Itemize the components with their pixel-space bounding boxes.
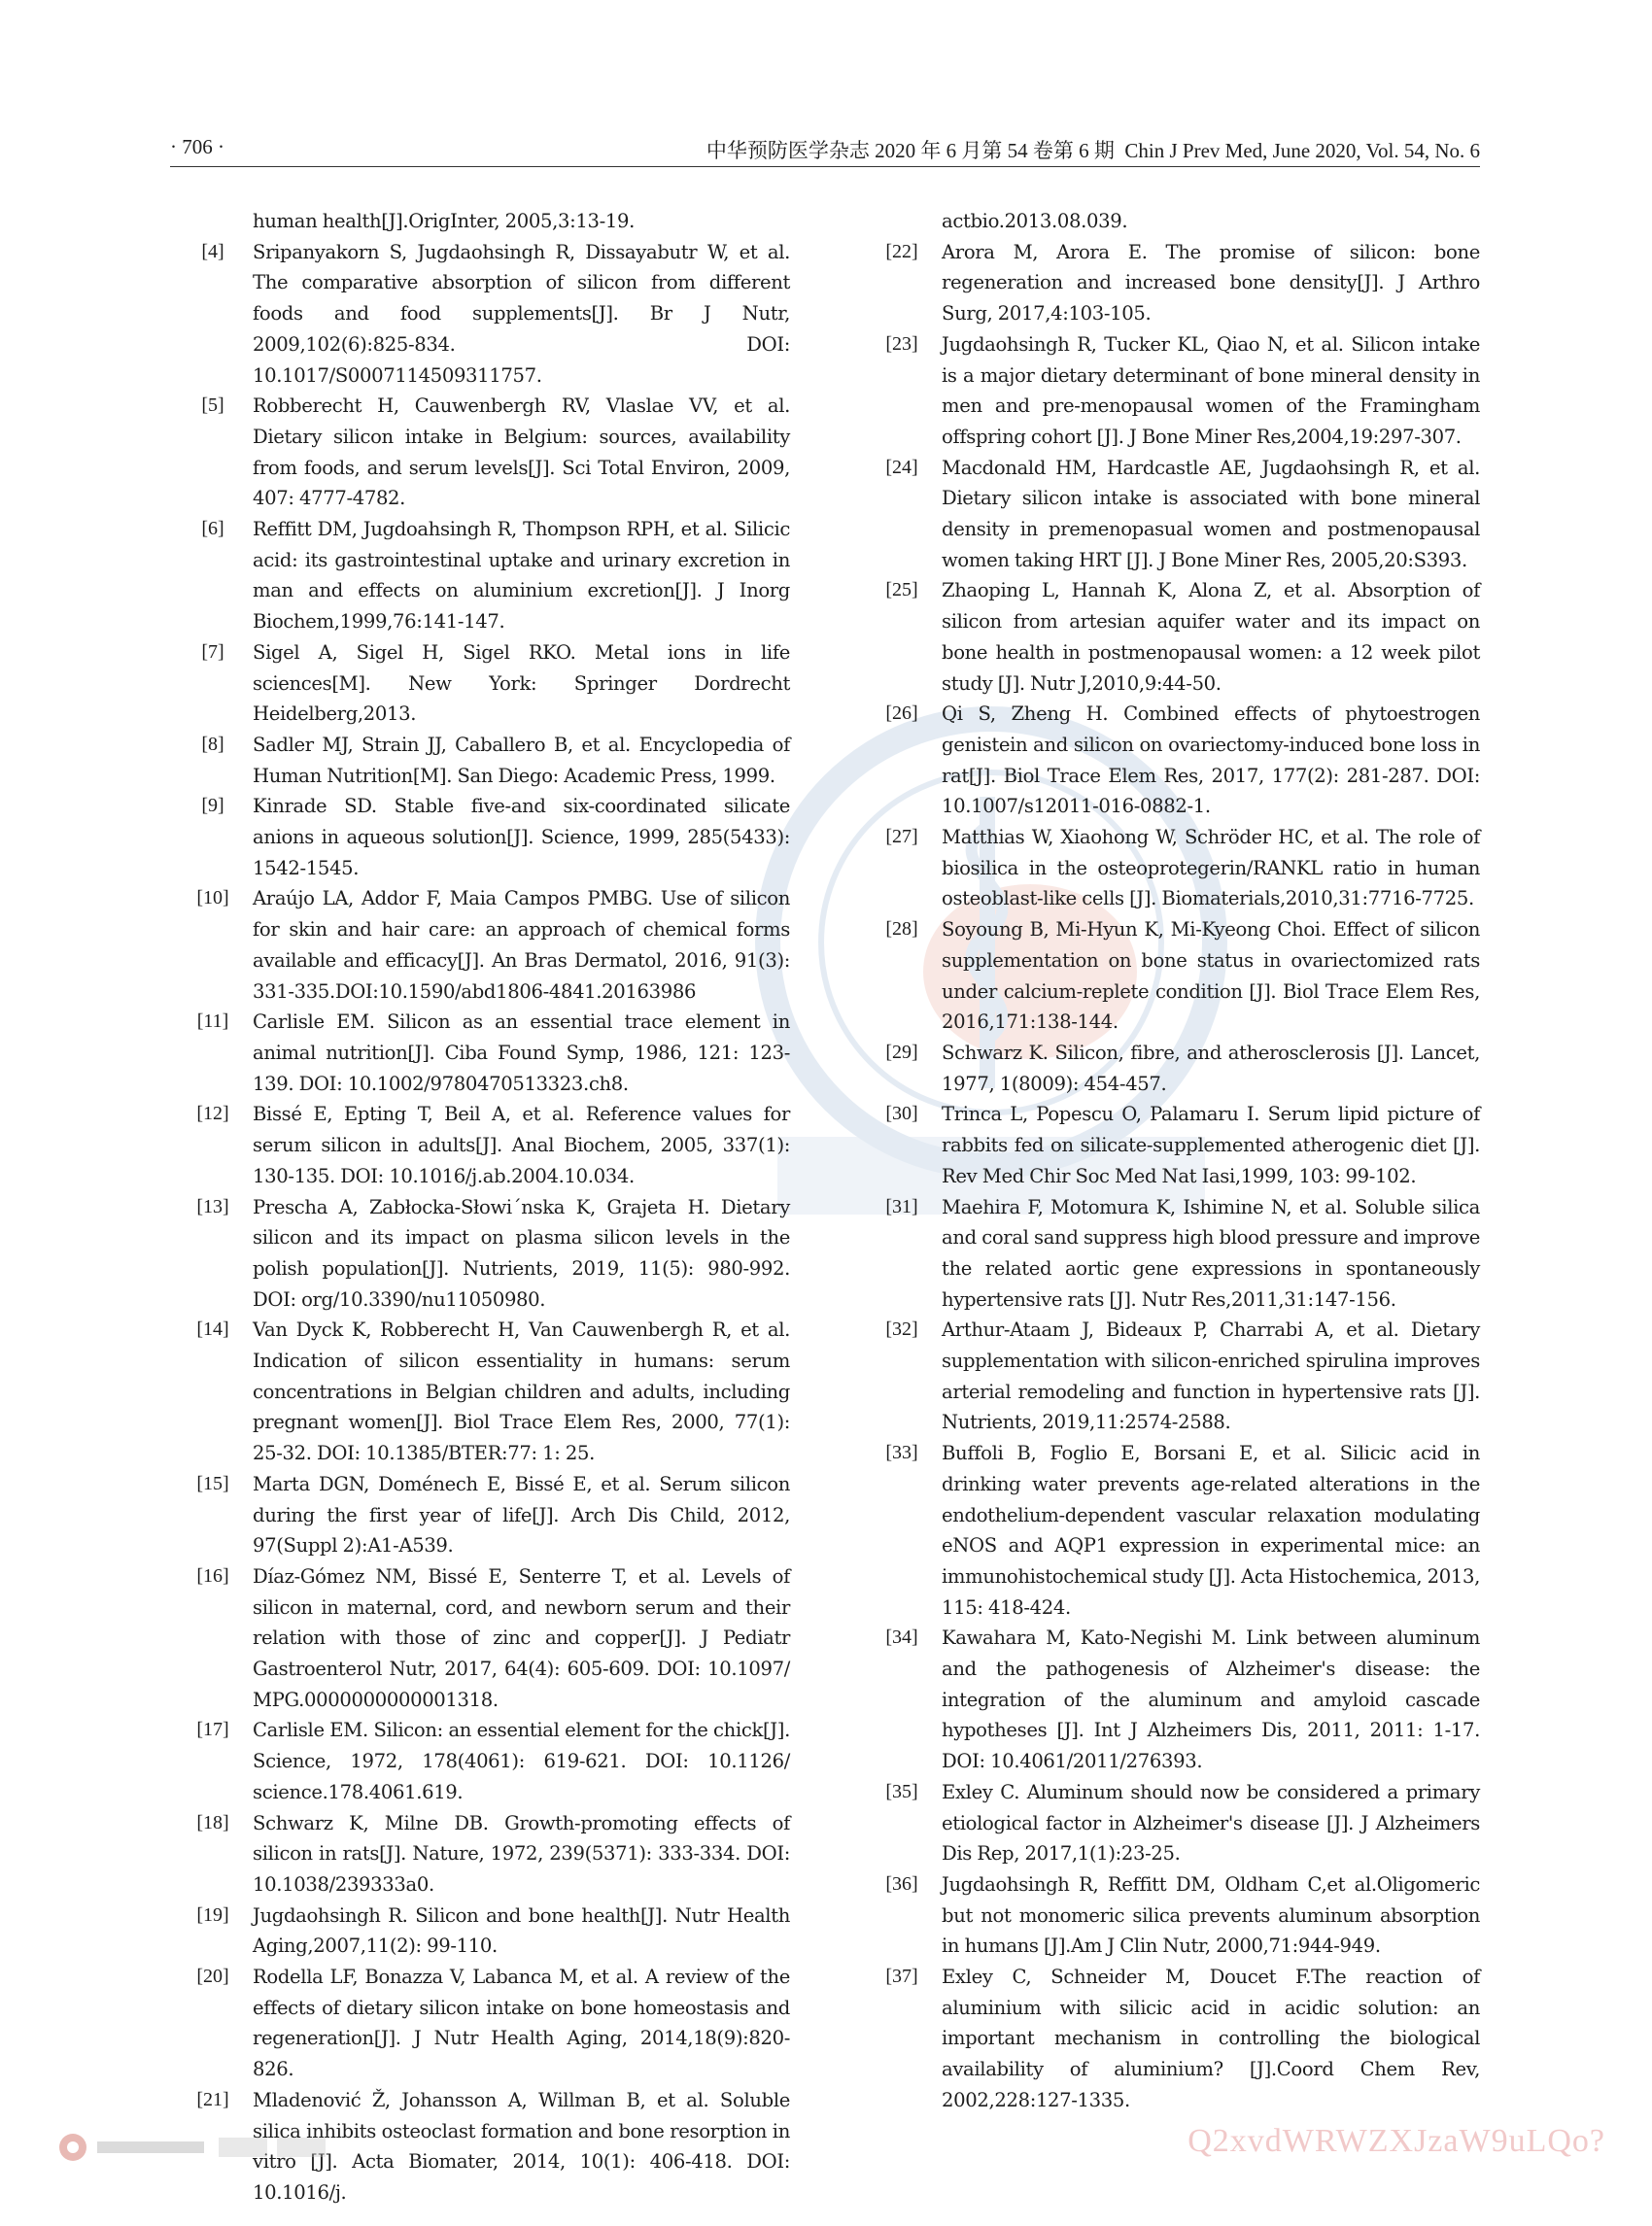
journal-name-cn: 中华预防医学杂志 2020 年 6 月第 54 卷第 6 期 <box>706 139 1115 162</box>
reference-entry <box>253 206 790 237</box>
reference-text: Marta DGN, Doménech E, Bissé E, et al. Serum silicon during the first year of life[J]. Arch Dis Child, 2012, 97(Suppl 2):A1-A539. <box>253 1472 790 1558</box>
reference-number: [18] <box>196 1811 229 1833</box>
reference-text: Carlisle EM. Silicon as an essential trace element in animal nutrition[J]. Ciba Found Symp, 1986, 121: 123-139. DOI: 10.1002/9780470513323.ch8. <box>253 1010 790 1095</box>
reference-entry <box>942 206 1480 237</box>
reference-entry <box>885 1038 1480 1099</box>
reference-text: Soyoung B, Mi-Hyun K, Mi-Kyeong Choi. Effect of silicon supplementation on bone status in ovariectomized rats under calcium-replete condition [J]. Biol Trace Elem Res, 2016,171:138-144. <box>942 918 1480 1034</box>
journal-citation <box>706 135 1480 164</box>
reference-entry <box>201 730 790 791</box>
reference-entry <box>885 1438 1480 1623</box>
reference-number: [15] <box>196 1472 229 1494</box>
reference-number: [6] <box>201 518 224 540</box>
reference-number: [22] <box>885 240 918 262</box>
page-number: · 706 · <box>170 135 224 158</box>
reference-number: [24] <box>885 456 918 478</box>
reference-entry <box>885 1962 1480 2116</box>
reference-entry <box>196 1901 790 1962</box>
reference-number: [36] <box>885 1872 918 1895</box>
reference-entry <box>196 1192 790 1316</box>
reference-number: [10] <box>196 887 229 909</box>
reference-entry <box>196 1007 790 1099</box>
reference-number: [16] <box>196 1564 229 1587</box>
reference-number: [25] <box>885 579 918 601</box>
reference-entry <box>196 1315 790 1469</box>
reference-text: Sripanyakorn S, Jugdaohsingh R, Dissayabutr W, et al. The comparative absorption of silicon from different foods and food supplements[J]. Br J Nutr, 2009,102(6):825-834. DOI: 10.1017/S0007114509311757. <box>253 240 790 387</box>
reference-text: actbio.2013.08.039. <box>942 210 1128 232</box>
journal-name-en: Chin J Prev Med, June 2020, Vol. 54, No. 6 <box>1124 139 1480 162</box>
reference-number: [14] <box>196 1318 229 1341</box>
reference-entry <box>885 1623 1480 1777</box>
reference-entry <box>885 237 1480 329</box>
reference-entry <box>196 1715 790 1807</box>
reference-text: Kinrade SD. Stable five-and six-coordinated silicate anions in aqueous solution[J]. Science, 1999, 285(5433): 1542-1545. <box>253 795 790 879</box>
reference-number: [35] <box>885 1780 918 1802</box>
reference-number: [30] <box>885 1103 918 1125</box>
reference-text: Matthias W, Xiaohong W, Schröder HC, et al. The role of biosilica in the osteoprotegerin/RANKL ratio in human osteoblast-like cells [J]. Biomaterials,2010,31:7716-7725. <box>942 826 1480 910</box>
reference-text: Sadler MJ, Strain JJ, Caballero B, et al. Encyclopedia of Human Nutrition[M]. San Diego: Academic Press, 1999. <box>253 733 790 787</box>
reference-number: [9] <box>201 795 224 817</box>
reference-entry <box>885 822 1480 914</box>
reference-entry <box>201 391 790 514</box>
reference-entry <box>885 914 1480 1038</box>
reference-number: [32] <box>885 1318 918 1341</box>
reference-entry <box>885 1192 1480 1316</box>
reference-number: [4] <box>201 240 224 262</box>
reference-text: Araújo LA, Addor F, Maia Campos PMBG. Use of silicon for skin and hair care: an approach of chemical forms available and efficacy[J]. An Bras Dermatol, 2016, 91(3): 331-335.DOI:10.1590/abd1806-4841.20163986 <box>253 887 790 1003</box>
reference-entry <box>885 1869 1480 1962</box>
reference-entry <box>885 1099 1480 1191</box>
reference-text: Jugdaohsingh R, Reffitt DM, Oldham C,et al.Oligomeric but not monomeric silica prevents aluminum absorption in humans [J].Am J Clin Nutr, 2000,71:944-949. <box>942 1872 1480 1958</box>
reference-text: Robberecht H, Cauwenbergh RV, Vlaslae VV, et al. Dietary silicon intake in Belgium: sources, availability from foods, and serum levels[J]. Sci Total Environ, 2009, 407: 4777-4782. <box>253 394 790 510</box>
reference-entry <box>885 453 1480 576</box>
reference-entry <box>201 514 790 637</box>
reference-number: [17] <box>196 1719 229 1741</box>
reference-text: Buffoli B, Foglio E, Borsani E, et al. Silicic acid in drinking water prevents age-related alterations in the endothelium-dependent vascular relaxation modulating eNOS and AQP1 expression in experimental mice: an immunohistochemical study [J]. Acta Histochemica, 2013, 115: 418-424. <box>942 1442 1480 1619</box>
reference-number: [33] <box>885 1442 918 1464</box>
references-left-column <box>196 206 790 2209</box>
reference-text: human health[J].OrigInter, 2005,3:13-19. <box>253 210 635 232</box>
reference-text: Díaz-Gómez NM, Bissé E, Senterre T, et al. Levels of silicon in maternal, cord, and newborn serum and their relation with those of zinc and copper[J]. J Pediatr Gastroenterol Nutr, 2017, 64(4): 605-609. DOI: 10.1097/ MPG.0000000000001318. <box>253 1564 790 1711</box>
reference-entry <box>196 1561 790 1716</box>
reference-number: [19] <box>196 1903 229 1926</box>
reference-text: Bissé E, Epting T, Beil A, et al. Reference values for serum silicon in adults[J]. Anal Biochem, 2005, 337(1): 130-135. DOI: 10.1016/j.ab.2004.10.034. <box>253 1103 790 1187</box>
reference-entry <box>885 575 1480 699</box>
reference-text: Kawahara M, Kato-Negishi M. Link between aluminum and the pathogenesis of Alzheimer's disease: the integration of the aluminum and amyloid cascade hypotheses [J]. Int J Alzheimers Dis, 2011, 2011: 1-17. DOI: 10.4061/2011/276393. <box>942 1627 1480 1773</box>
reference-entry <box>201 237 790 392</box>
reference-text: Zhaoping L, Hannah K, Alona Z, et al. Absorption of silicon from artesian aquifer water and its impact on bone health in postmenopausal women: a 12 week pilot study [J]. Nutr J,2010,9:44-50. <box>942 579 1480 695</box>
reference-entry <box>196 1099 790 1191</box>
reference-number: [27] <box>885 826 918 848</box>
reference-number: [29] <box>885 1041 918 1063</box>
reference-number: [12] <box>196 1103 229 1125</box>
reference-text: Arora M, Arora E. The promise of silicon: bone regeneration and increased bone density[J]. J Arthro Surg, 2017,4:103-105. <box>942 240 1480 325</box>
reference-number: [11] <box>196 1010 229 1033</box>
reference-entry <box>196 1962 790 2085</box>
references-right-column <box>885 206 1480 2116</box>
reference-entry <box>201 791 790 883</box>
reference-number: [8] <box>201 733 224 755</box>
reference-text: Exley C. Aluminum should now be considered a primary etiological factor in Alzheimer's disease [J]. J Alzheimers Dis Rep, 2017,1(1):23-25. <box>942 1780 1480 1866</box>
reference-entry <box>196 1469 790 1561</box>
reference-text: Sigel A, Sigel H, Sigel RKO. Metal ions in life sciences[M]. New York: Springer Dordrecht Heidelberg,2013. <box>253 640 790 726</box>
reference-number: [37] <box>885 1966 918 1988</box>
running-header <box>170 131 1480 167</box>
reference-text: Rodella LF, Bonazza V, Labanca M, et al. A review of the effects of dietary silicon intake on bone homeostasis and regeneration[J]. J Nutr Health Aging, 2014,18(9):820-826. <box>253 1966 790 2081</box>
reference-text: Arthur-Ataam J, Bideaux P, Charrabi A, et al. Dietary supplementation with silicon-enriched spirulina improves arterial remodeling and function in hypertensive rats [J]. Nutrients, 2019,11:2574-2588. <box>942 1318 1480 1434</box>
reference-text: Qi S, Zheng H. Combined effects of phytoestrogen genistein and silicon on ovariectomy-induced bone loss in rat[J]. Biol Trace Elem Res, 2017, 177(2): 281-287. DOI: 10.1007/s12011-016-0882-1. <box>942 702 1480 818</box>
reference-text: Macdonald HM, Hardcastle AE, Jugdaohsingh R, et al. Dietary silicon intake is associated with bone mineral density in premenopasual women and postmenopausal women taking HRT [J]. J Bone Miner Res, 2005,20:S393. <box>942 456 1480 571</box>
reference-number: [34] <box>885 1627 918 1649</box>
reference-text: Exley C, Schneider M, Doucet F.The reaction of aluminium with silicic acid in acidic solution: an important mechanism in controlling the biological availability of aluminium? [J].Coord Chem Rev, 2002,228:127-1335. <box>942 1966 1480 2111</box>
reference-text: Prescha A, Zabłocka-Słowi´nska K, Grajeta H. Dietary silicon and its impact on plasma silicon levels in the polish population[J]. Nutrients, 2019, 11(5): 980-992. DOI: org/10.3390/nu11050980. <box>253 1195 790 1311</box>
publisher-logo-icon <box>53 2128 335 2167</box>
reference-entry <box>885 1777 1480 1869</box>
reference-text: Schwarz K, Milne DB. Growth-promoting effects of silicon in rats[J]. Nature, 1972, 239(5371): 333-334. DOI: 10.1038/239333a0. <box>253 1811 790 1896</box>
reference-number: [20] <box>196 1966 229 1988</box>
reference-number: [23] <box>885 332 918 355</box>
reference-text: Carlisle EM. Silicon: an essential element for the chick[J]. Science, 1972, 178(4061): 619-621. DOI: 10.1126/ science.178.4061.619. <box>253 1719 790 1803</box>
reference-text: Schwarz K. Silicon, fibre, and atherosclerosis [J]. Lancet, 1977, 1(8009): 454-457. <box>942 1041 1480 1095</box>
reference-text: Jugdaohsingh R. Silicon and bone health[J]. Nutr Health Aging,2007,11(2): 99-110. <box>253 1903 790 1958</box>
reference-entry <box>196 883 790 1007</box>
reference-text: Trinca L, Popescu O, Palamaru I. Serum lipid picture of rabbits fed on silicate-supplemented atherogenic diet [J]. Rev Med Chir Soc Med Nat Iasi,1999, 103: 99-102. <box>942 1103 1480 1187</box>
reference-entry <box>201 637 790 730</box>
reference-number: [26] <box>885 702 918 725</box>
reference-entry <box>885 1315 1480 1438</box>
reference-entry <box>885 699 1480 822</box>
reference-number: [13] <box>196 1195 229 1217</box>
reference-number: [5] <box>201 394 224 417</box>
reference-number: [7] <box>201 640 224 663</box>
reference-text: Van Dyck K, Robberecht H, Van Cauwenbergh R, et al. Indication of silicon essentiality in humans: serum concentrations in Belgian children and adults, including pregnant women[J]. Biol Trace Elem Res, 2000, 77(1): 25-32. DOI: 10.1385/BTER:77: 1: 25. <box>253 1318 790 1465</box>
reference-text: Mladenović Ž, Johansson A, Willman B, et al. Soluble silica inhibits osteoclast formation and bone resorption in vitro [J]. Acta Biomater, 2014, 10(1): 406-418. DOI: 10.1016/j. <box>253 2088 790 2204</box>
document-code: Q2xvdWRWZXJzaW9uLQo? <box>1187 2123 1605 2159</box>
reference-text: Maehira F, Motomura K, Ishimine N, et al. Soluble silica and coral sand suppress high blood pressure and improve the related aortic gene expressions in spontaneously hypertensive rats [J]. Nutr Res,2011,31:147-156. <box>942 1195 1480 1311</box>
reference-entry <box>885 329 1480 453</box>
reference-text: Jugdaohsingh R, Tucker KL, Qiao N, et al. Silicon intake is a major dietary determinant of bone mineral density in men and pre-menopausal women of the Framingham offspring cohort [J]. J Bone Miner Res,2004,19:297-307. <box>942 332 1480 448</box>
reference-number: [21] <box>196 2088 229 2110</box>
reference-number: [28] <box>885 918 918 941</box>
reference-text: Reffitt DM, Jugdoahsingh R, Thompson RPH, et al. Silicic acid: its gastrointestinal uptake and urinary excretion in man and effects on aluminium excretion[J]. J Inorg Biochem,1999,76:141-147. <box>253 518 790 634</box>
reference-entry <box>196 1808 790 1901</box>
reference-number: [31] <box>885 1195 918 1217</box>
